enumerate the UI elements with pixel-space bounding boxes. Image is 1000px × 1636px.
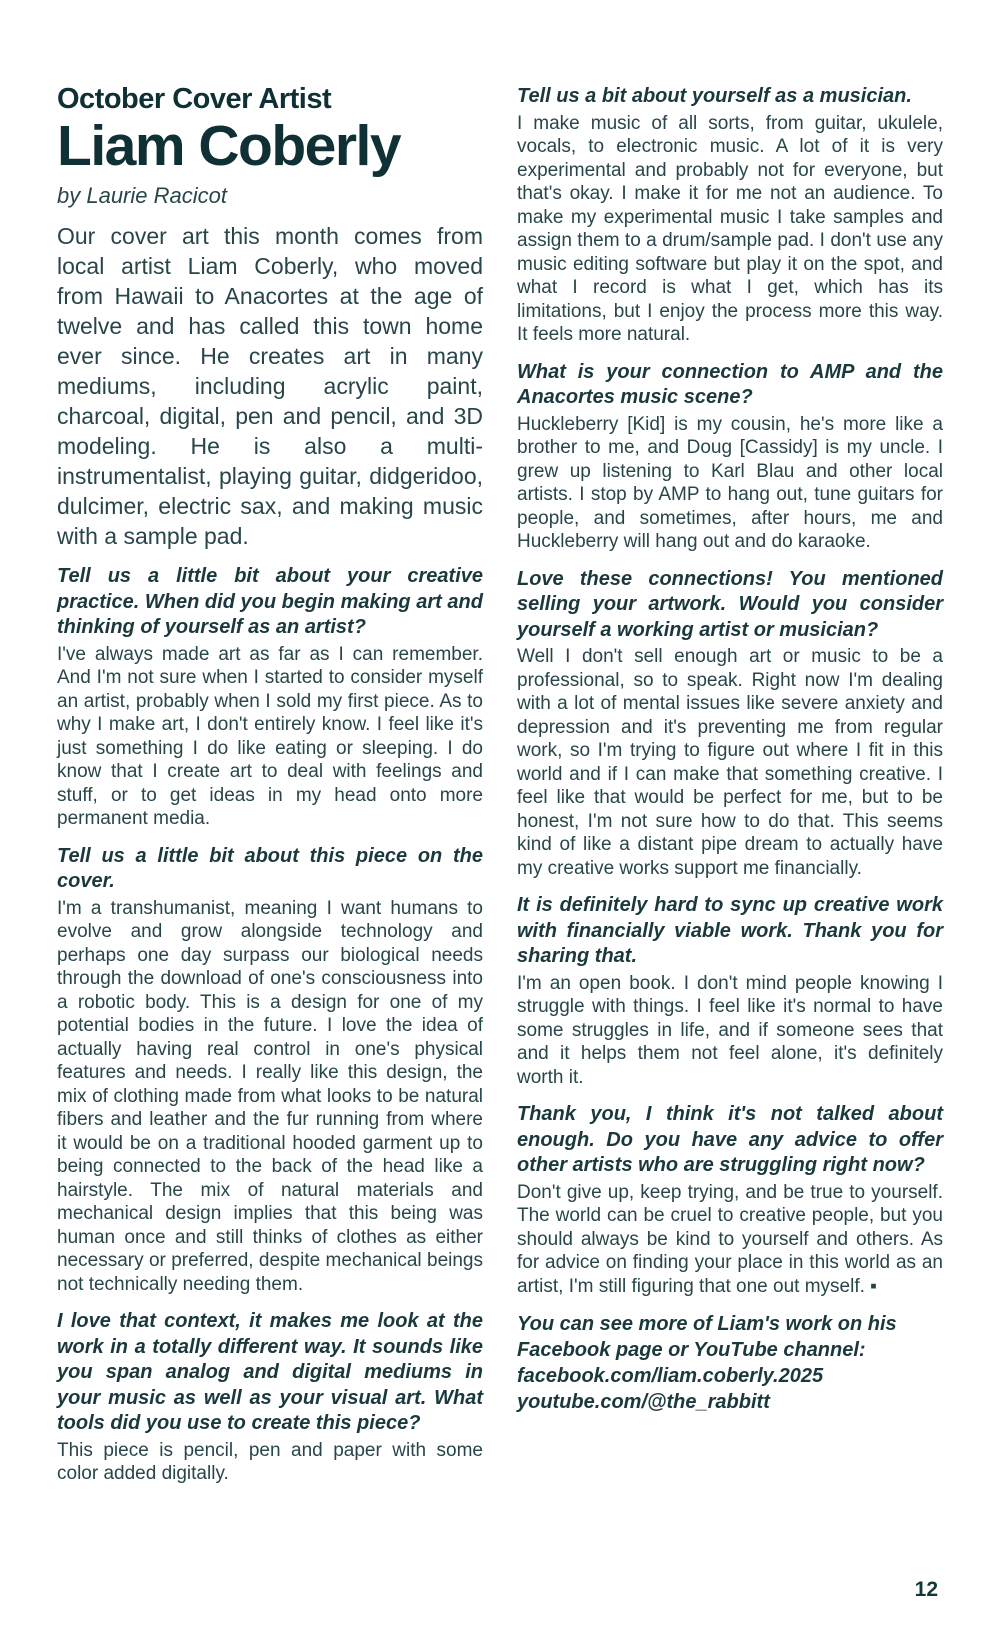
qa-5-question: Love these connections! You mentioned selling your artwork. Would you consider yourself a working artist or musician? <box>517 567 943 641</box>
facebook-url: facebook.com/liam.coberly.2025 <box>517 1365 824 1387</box>
qa-3-question: Tell us a bit about yourself as a musician. <box>517 85 912 107</box>
qa-4-answer: Huckleberry [Kid] is my cousin, he's more like a brother to me, and Doug [Cassidy] is my uncle. I grew up listening to Karl Blau and other local artists. I stop by AMP to hang out, tune guitars for people, and sometimes, after hours, me and Huckleberry will hang out and do karaoke. <box>517 413 943 552</box>
intro-paragraph: Our cover art this month comes from local artist Liam Coberly, who moved from Hawaii to Anacortes at the age of twelve and has called this town home ever since. He creates art in many mediums, including acrylic paint, charcoal, digital, pen and pencil, and 3D modeling. He is also a multi-instrumentalist, playing guitar, didgeridoo, dulcimer, electric sax, and making music with a sample pad. <box>57 223 483 550</box>
qa-7-answer: Don't give up, keep trying, and be true to yourself. The world can be cruel to creative people, but you should always be kind to yourself and others. As for advice on finding your place in this world as an artist, I'm still figuring that one out myself. ▪ <box>517 1181 943 1297</box>
qa-4-question: What is your connection to AMP and the Anacortes music scene? <box>517 360 943 408</box>
qa-0-question: Tell us a little bit about your creative practice. When did you begin making art and thinking of yourself as an artist? <box>57 565 483 639</box>
qa-block-creative-practice <box>57 564 483 831</box>
qa-2-question: I love that context, it makes me look at the work in a totally different way. It sounds like you span analog and digital mediums in your music as well as your visual art. What tools did you use to create this piece? <box>57 1310 483 1435</box>
youtube-url: youtube.com/@the_rabbitt <box>517 1391 770 1413</box>
qa-block-cover-piece <box>57 844 483 1297</box>
left-column <box>57 84 483 1486</box>
qa-block-tools <box>57 1309 483 1486</box>
qa-7-question: Thank you, I think it's not talked about enough. Do you have any advice to offer other artists who are struggling right now? <box>517 1103 943 1176</box>
qa-block-advice <box>517 1102 943 1298</box>
qa-5-answer: Well I don't sell enough art or music to be a professional, so to speak. Right now I'm dealing with a lot of mental issues like severe anxiety and depression and it's preventing me from regular work, so I'm trying to figure out where I fit in this world and if I can make that something creative. I feel like that would be perfect for me, but to be honest, I'm not sure how to do that. This seems kind of like a distant pipe dream to actually have my creative works support me financially. <box>517 646 943 879</box>
qa-6-question: It is definitely hard to sync up creative work with financially viable work. Thank you for sharing that. <box>517 894 943 967</box>
qa-1-question: Tell us a little bit about this piece on the cover. <box>57 844 483 893</box>
article-title: Liam Coberly <box>57 114 401 179</box>
qa-2-answer: This piece is pencil, pen and paper with some color added digitally. <box>57 1439 483 1485</box>
page-number: 12 <box>914 1578 938 1601</box>
qa-block-open-book <box>517 893 943 1089</box>
outro-text: You can see more of Liam's work on his Facebook page or YouTube channel: <box>517 1313 897 1361</box>
qa-6-answer: I'm an open book. I don't mind people knowing I struggle with things. I feel like it's normal to have some struggles in life, and if someone sees that and it helps them not feel alone, it's definitely worth it. <box>517 972 943 1088</box>
article-byline: by Laurie Racicot <box>57 183 227 209</box>
article-header <box>57 84 483 209</box>
outro-note <box>517 1311 943 1415</box>
qa-0-answer: I've always made art as far as I can remember. And I'm not sure when I started to consider myself an artist, probably when I sold my first piece. As to why I make art, I don't entirely know. I feel like it's just something I do like eating or sleeping. I do know that I create art to deal with feelings and stuff, or to get ideas in my head onto more permanent media. <box>57 643 483 830</box>
qa-block-amp-connection <box>517 360 943 554</box>
qa-block-working-artist <box>517 567 943 881</box>
qa-1-answer: I'm a transhumanist, meaning I want humans to evolve and grow alongside technology and perhaps one day surpass our biological needs through the download of one's consciousness into a robotic body. This is a design for one of my potential bodies in the future. I love the idea of actually having real control in one's physical features and needs. I really like this design, the mix of clothing made from what looks to be natural fibers and leather and the fur running from where it would be on a traditional hooded garment up to being connected to the back of the head like a hairstyle. The mix of natural materials and mechanical design implies that this being was human once and still thinks of clothes as either necessary or preferred, despite mechanical beings not technically needing them. <box>57 897 483 1295</box>
article-columns <box>57 84 942 1486</box>
article-kicker: October Cover Artist <box>57 83 332 115</box>
right-column <box>517 84 943 1486</box>
qa-block-musician <box>517 84 943 347</box>
qa-3-answer: I make music of all sorts, from guitar, ukulele, vocals, to electronic music. A lot of it is very experimental and probably not for everyone, but that's okay. I make it for me not an audience. To make my experimental music I take samples and assign them to a drum/sample pad. I don't use any music editing software but play it on the spot, and what I record is what I get, which has its limitations, but I enjoy the process more this way. It feels more natural. <box>517 112 943 345</box>
